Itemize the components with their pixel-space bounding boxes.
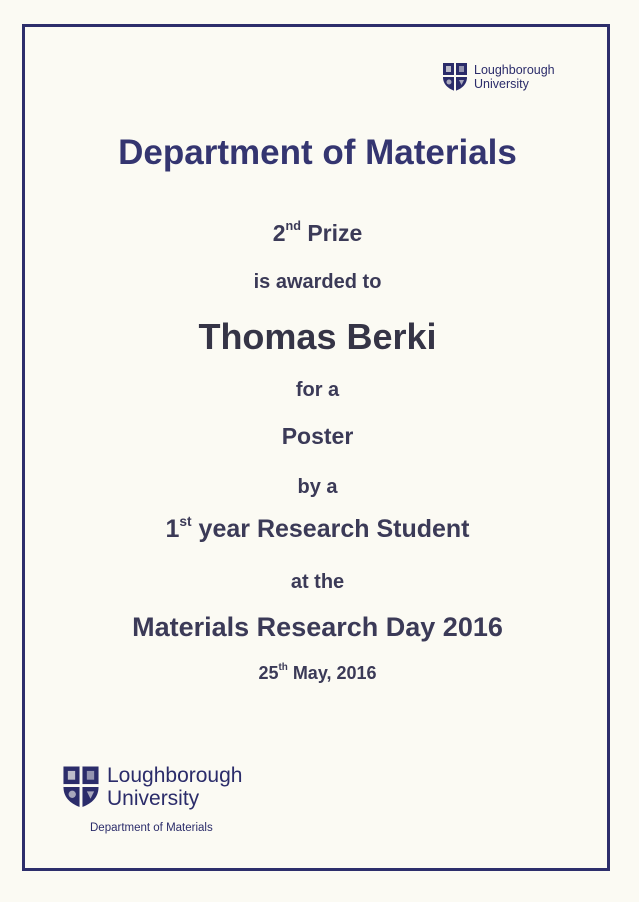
prize-number: 2 [272,220,286,246]
footer-logo-line-1: Loughborough [107,764,243,787]
awarded-line: is awarded to [253,271,382,293]
award-date [0,663,637,684]
recipient-name: Thomas Berki [198,316,437,357]
header-logo [442,62,555,92]
footer-department: Department of Materials [90,822,213,834]
loughborough-crest-icon [62,765,100,809]
date-suffix: th [278,662,288,674]
footer-logo [62,764,242,810]
logo-line-2: University [474,77,529,91]
footer-logo-line-2: University [107,787,200,810]
student-line [0,515,637,544]
work-type: Poster [281,423,354,449]
year-suffix: st [179,513,192,529]
at-line: at the [290,571,345,593]
for-line: for a [295,379,340,401]
department-title: Department of Materials [118,133,517,172]
loughborough-crest-icon [442,62,468,92]
prize-suffix: nd [285,218,301,233]
date-rest: May, 2016 [287,663,377,683]
date-day: 25 [258,663,279,683]
student-text: year Research Student [191,515,470,543]
year-number: 1 [165,515,180,543]
logo-line-1: Loughborough [474,63,555,77]
prize-heading [0,220,637,247]
prize-word: Prize [300,220,363,246]
event-name: Materials Research Day 2016 [132,612,503,642]
by-line: by a [297,476,338,498]
